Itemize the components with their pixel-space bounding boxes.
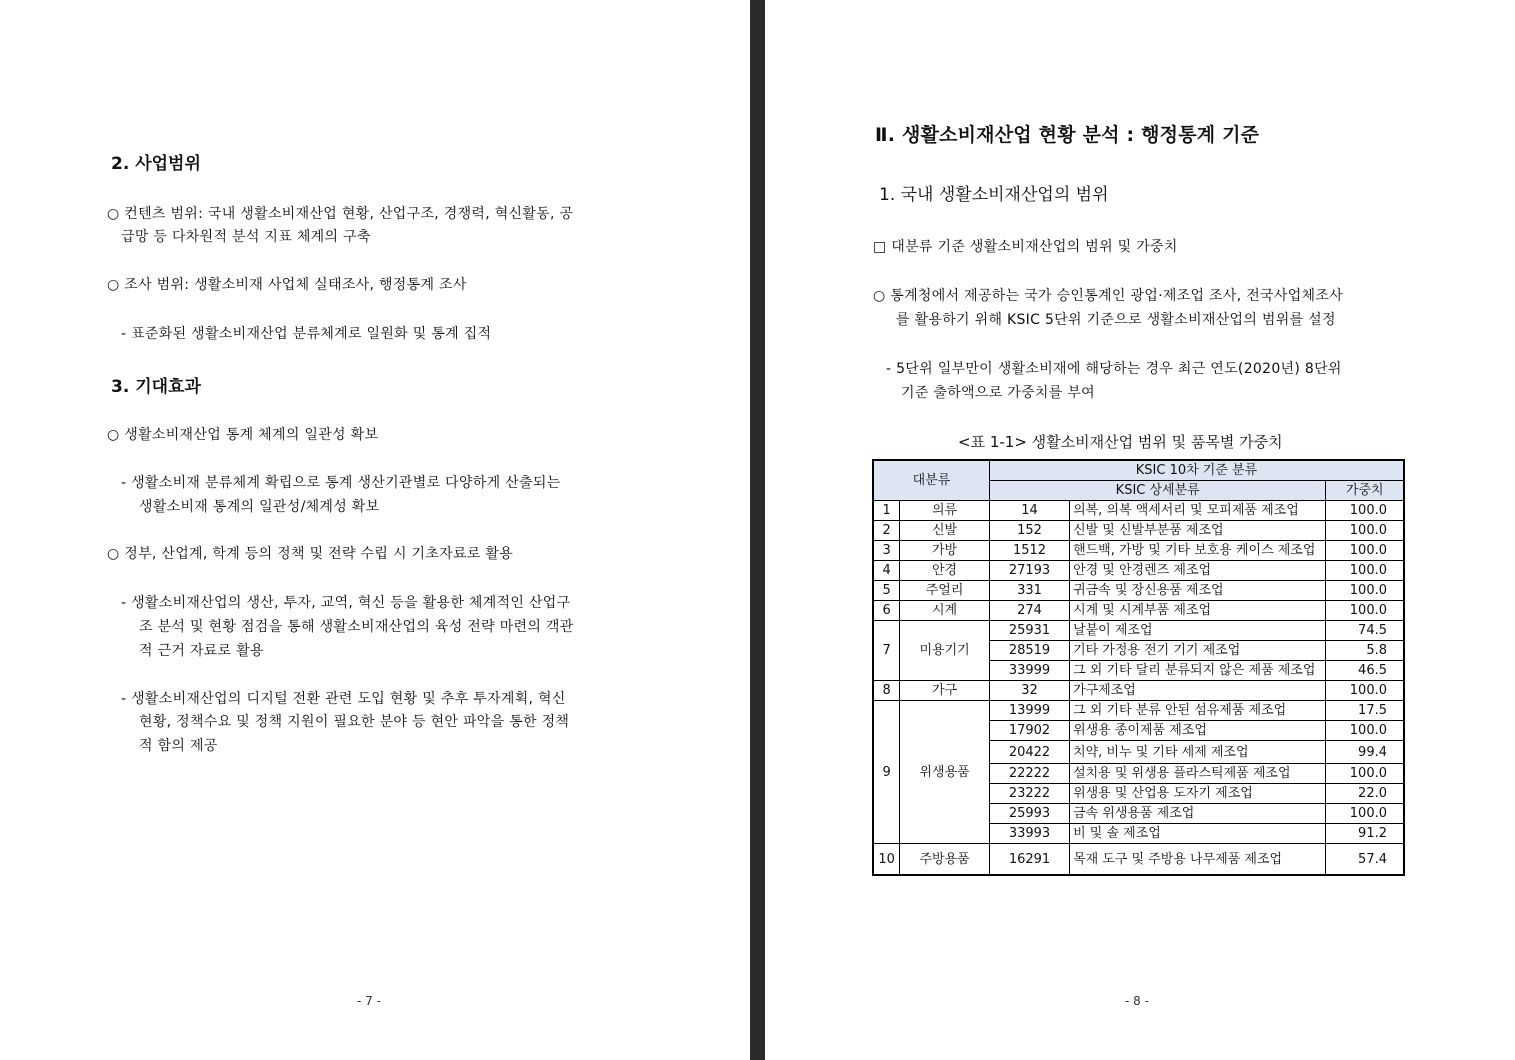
row-code: 13999 [989, 701, 1069, 721]
row-number: 8 [873, 681, 900, 701]
row-code: 33999 [989, 661, 1069, 681]
header-ksic-detail: KSIC 상세분류 [989, 481, 1326, 501]
table-row [873, 844, 1404, 876]
row-category: 미용기기 [900, 621, 990, 681]
row-code: 25931 [989, 621, 1069, 641]
row-number: 9 [873, 701, 900, 844]
row-weight: 100.0 [1326, 541, 1404, 561]
header-ksic: KSIC 10차 기준 분류 [989, 460, 1404, 481]
effect-policy-sub1-cont2: 적 근거 자료로 활용 [139, 643, 264, 659]
document-page-8 [765, 0, 1515, 1060]
row-industry-name: 금속 위생용품 제조업 [1070, 804, 1326, 824]
row-weight: 17.5 [1326, 701, 1404, 721]
row-weight: 5.8 [1326, 641, 1404, 661]
row-number: 4 [873, 561, 900, 581]
table-row [873, 681, 1404, 701]
table-row [873, 501, 1404, 521]
row-number: 7 [873, 621, 900, 681]
effect-consistency-sub: - 생활소비재 분류체계 확립으로 통계 생산기관별로 다양하게 산출되는 [121, 475, 561, 491]
row-category: 신발 [900, 521, 990, 541]
effect-policy-sub1: - 생활소비재산업의 생산, 투자, 교역, 혁신 등을 활용한 체계적인 산업구 [121, 595, 571, 611]
header-major-category: 대분류 [873, 460, 989, 501]
effect-consistency-sub-cont: 생활소비재 통계의 일관성/체계성 확보 [139, 499, 380, 515]
table-row [873, 521, 1404, 541]
statistics-bullet: ○ 통계청에서 제공하는 국가 승인통계인 광업·제조업 조사, 전국사업체조사 [873, 288, 1343, 304]
row-industry-name: 설치용 및 위생용 플라스틱제품 제조업 [1070, 764, 1326, 784]
effect-policy-sub2: - 생활소비재산업의 디지털 전환 관련 도입 현황 및 추후 투자계획, 혁신 [121, 691, 566, 707]
row-code: 27193 [989, 561, 1069, 581]
row-number: 6 [873, 601, 900, 621]
weight-sub-cont: 기준 출하액으로 가중치를 부여 [901, 385, 1095, 401]
row-weight: 22.0 [1326, 784, 1404, 804]
row-number: 1 [873, 501, 900, 521]
row-industry-name: 날붙이 제조업 [1070, 621, 1326, 641]
row-industry-name: 비 및 솔 제조업 [1070, 824, 1326, 844]
table-row [873, 561, 1404, 581]
table-caption: <표 1-1> 생활소비재산업 범위 및 품목별 가중치 [958, 433, 1283, 451]
chapter-title: Ⅱ. 생활소비재산업 현황 분석 : 행정통계 기준 [875, 124, 1260, 146]
row-number: 5 [873, 581, 900, 601]
row-weight: 100.0 [1326, 804, 1404, 824]
row-weight: 100.0 [1326, 561, 1404, 581]
row-code: 22222 [989, 764, 1069, 784]
row-code: 14 [989, 501, 1069, 521]
effect-policy-sub1-cont1: 조 분석 및 현황 점검을 통해 생활소비재산업의 육성 전략 마련의 객관 [139, 619, 574, 635]
row-code: 33993 [989, 824, 1069, 844]
row-code: 23222 [989, 784, 1069, 804]
page-gutter [750, 0, 765, 1060]
row-industry-name: 의복, 의복 액세서리 및 모피제품 제조업 [1070, 501, 1326, 521]
scope-content-bullet: ○ 컨텐츠 범위: 국내 생활소비재산업 현황, 산업구조, 경쟁력, 혁신활동, 공 [107, 206, 574, 222]
row-industry-name: 기타 가정용 전기 기기 제조업 [1070, 641, 1326, 661]
section-2-title: 2. 사업범위 [111, 154, 201, 174]
table-row [873, 541, 1404, 561]
row-code: 25993 [989, 804, 1069, 824]
page-number: - 7 - [357, 994, 381, 1008]
row-weight: 100.0 [1326, 764, 1404, 784]
row-industry-name: 목재 도구 및 주방용 나무제품 제조업 [1070, 844, 1326, 876]
row-weight: 100.0 [1326, 501, 1404, 521]
row-industry-name: 신발 및 신발부분품 제조업 [1070, 521, 1326, 541]
row-code: 152 [989, 521, 1069, 541]
row-weight: 100.0 [1326, 601, 1404, 621]
effect-consistency-bullet: ○ 생활소비재산업 통계 체계의 일관성 확보 [107, 427, 379, 443]
row-category: 시계 [900, 601, 990, 621]
effect-policy-bullet: ○ 정부, 산업계, 학계 등의 정책 및 전략 수립 시 기초자료로 활용 [107, 546, 514, 562]
scope-survey-bullet: ○ 조사 범위: 생활소비재 사업체 실태조사, 행정통계 조사 [107, 277, 467, 293]
table-row [873, 601, 1404, 621]
row-code: 17902 [989, 721, 1069, 741]
effect-policy-sub2-cont2: 적 함의 제공 [139, 738, 218, 754]
section-3-title: 3. 기대효과 [111, 377, 201, 397]
row-industry-name: 핸드백, 가방 및 기타 보호용 케이스 제조업 [1070, 541, 1326, 561]
row-weight: 100.0 [1326, 721, 1404, 741]
section-1-title: 1. 국내 생활소비재산업의 범위 [879, 185, 1109, 205]
row-weight: 74.5 [1326, 621, 1404, 641]
table-row [873, 701, 1404, 721]
weight-sub: - 5단위 일부만이 생활소비재에 해당하는 경우 최근 연도(2020년) 8단위 [886, 361, 1342, 377]
row-category: 주방용품 [900, 844, 990, 876]
row-number: 2 [873, 521, 900, 541]
row-weight: 57.4 [1326, 844, 1404, 876]
row-category: 주얼리 [900, 581, 990, 601]
box-item: □ 대분류 기준 생활소비재산업의 범위 및 가중치 [873, 239, 1178, 255]
statistics-bullet-cont: 를 활용하기 위해 KSIC 5단위 기준으로 생활소비재산업의 범위를 설정 [896, 312, 1336, 328]
row-industry-name: 그 외 기타 분류 안된 섬유제품 제조업 [1070, 701, 1326, 721]
row-industry-name: 시계 및 시계부품 제조업 [1070, 601, 1326, 621]
row-code: 274 [989, 601, 1069, 621]
row-code: 28519 [989, 641, 1069, 661]
row-code: 32 [989, 681, 1069, 701]
row-category: 안경 [900, 561, 990, 581]
row-code: 16291 [989, 844, 1069, 876]
header-weight: 가중치 [1326, 481, 1404, 501]
row-industry-name: 치약, 비누 및 기타 세제 제조업 [1070, 741, 1326, 764]
row-category: 의류 [900, 501, 990, 521]
row-weight: 100.0 [1326, 521, 1404, 541]
effect-policy-sub2-cont1: 현황, 정책수요 및 정책 지원이 필요한 분야 등 현안 파악을 통한 정책 [139, 714, 570, 730]
row-number: 10 [873, 844, 900, 876]
scope-content-bullet-cont: 급망 등 다차원적 분석 지표 체계의 구축 [121, 229, 371, 245]
row-industry-name: 그 외 기타 달리 분류되지 않은 제품 제조업 [1070, 661, 1326, 681]
ksic-weight-table [872, 459, 1405, 876]
table-row [873, 621, 1404, 641]
row-code: 331 [989, 581, 1069, 601]
row-category: 위생용품 [900, 701, 990, 844]
row-code: 20422 [989, 741, 1069, 764]
document-page-7 [0, 0, 750, 1060]
row-industry-name: 귀금속 및 장신용품 제조업 [1070, 581, 1326, 601]
row-industry-name: 안경 및 안경렌즈 제조업 [1070, 561, 1326, 581]
row-industry-name: 가구제조업 [1070, 681, 1326, 701]
row-category: 가방 [900, 541, 990, 561]
row-weight: 100.0 [1326, 581, 1404, 601]
row-weight: 91.2 [1326, 824, 1404, 844]
row-category: 가구 [900, 681, 990, 701]
row-industry-name: 위생용 및 산업용 도자기 제조업 [1070, 784, 1326, 804]
row-industry-name: 위생용 종이제품 제조업 [1070, 721, 1326, 741]
row-code: 1512 [989, 541, 1069, 561]
row-number: 3 [873, 541, 900, 561]
row-weight: 99.4 [1326, 741, 1404, 764]
table-row [873, 581, 1404, 601]
row-weight: 100.0 [1326, 681, 1404, 701]
scope-survey-sub: - 표준화된 생활소비재산업 분류체계로 일원화 및 통계 집적 [121, 326, 492, 342]
page-number: - 8 - [1125, 994, 1149, 1008]
row-weight: 46.5 [1326, 661, 1404, 681]
